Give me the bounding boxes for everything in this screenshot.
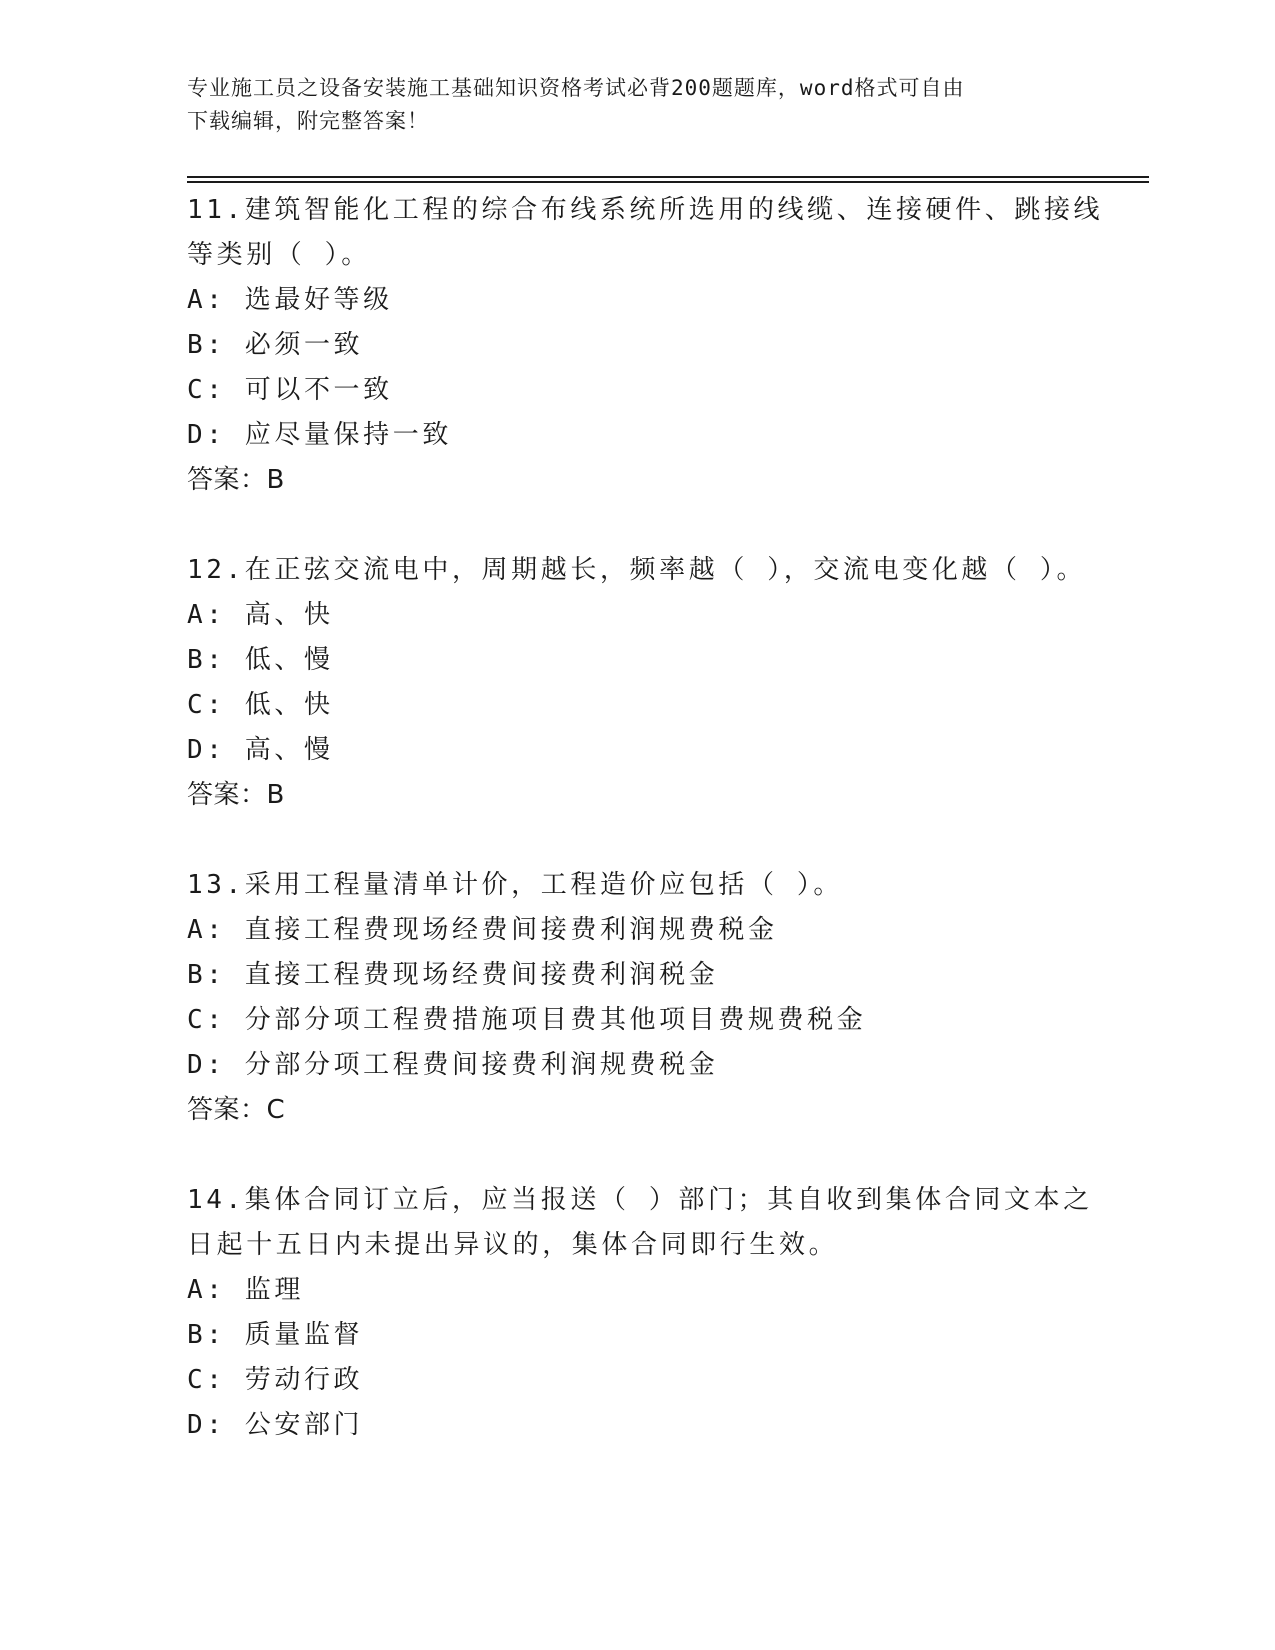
question-stem: 14.集体合同订立后，应当报送（ ）部门；其自收到集体合同文本之 (187, 1185, 1093, 1215)
header-line: 下载编辑，附完整答案！ (187, 109, 429, 133)
option-d: D: 高、慢 (187, 735, 334, 765)
question-list (187, 188, 1104, 1493)
option-c: C: 低、快 (187, 690, 334, 720)
question-stem: 12.在正弦交流电中，周期越长，频率越（ ），交流电变化越（ ）。 (187, 555, 1087, 585)
option-c: C: 分部分项工程费措施项目费其他项目费规费税金 (187, 1005, 867, 1035)
option-d: D: 应尽量保持一致 (187, 420, 452, 450)
header-divider (187, 176, 1149, 178)
option-c: C: 可以不一致 (187, 375, 393, 405)
question-stem: 13.采用工程量清单计价，工程造价应包括（ ）。 (187, 870, 844, 900)
question-item (187, 548, 1087, 818)
question-stem: 等类别（ ）。 (187, 240, 371, 270)
answer-line: 答案：C (187, 1095, 286, 1125)
option-a: A: 监理 (187, 1275, 304, 1305)
option-b: B: 低、慢 (187, 645, 334, 675)
question-item (187, 1178, 1093, 1448)
option-d: D: 分部分项工程费间接费利润规费税金 (187, 1050, 719, 1080)
option-a: A: 选最好等级 (187, 285, 393, 315)
option-a: A: 直接工程费现场经费间接费利润规费税金 (187, 915, 778, 945)
option-b: B: 直接工程费现场经费间接费利润税金 (187, 960, 719, 990)
option-b: B: 质量监督 (187, 1320, 364, 1350)
option-a: A: 高、快 (187, 600, 334, 630)
header-divider (187, 181, 1149, 183)
option-d: D: 公安部门 (187, 1410, 364, 1440)
answer-line: 答案：B (187, 465, 285, 495)
header-line: 专业施工员之设备安装施工基础知识资格考试必背200题题库，word格式可自由 (187, 76, 965, 100)
question-item (187, 863, 1087, 1133)
question-stem: 11.建筑智能化工程的综合布线系统所选用的线缆、连接硬件、跳接线 (187, 195, 1104, 225)
answer-line: 答案：B (187, 780, 285, 810)
question-stem: 日起十五日内未提出异议的，集体合同即行生效。 (187, 1230, 839, 1260)
document-header (187, 72, 1087, 138)
option-b: B: 必须一致 (187, 330, 364, 360)
question-item (187, 188, 1104, 503)
option-c: C: 劳动行政 (187, 1365, 364, 1395)
